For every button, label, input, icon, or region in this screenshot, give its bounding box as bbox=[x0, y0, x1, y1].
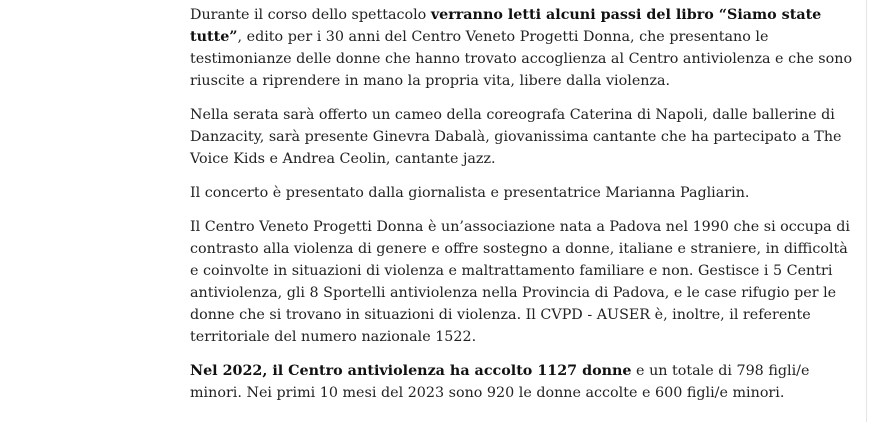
book-reading-highlight: verranno letti alcuni passi del libro “Siamo state tutte” bbox=[190, 7, 822, 45]
paragraph-statistics bbox=[190, 360, 855, 404]
paragraph-reading-intro: Durante il corso dello spettacolo bbox=[190, 7, 431, 23]
paragraph-association: Il Centro Veneto Progetti Donna è un’associazione nata a Padova nel 1990 che si occupa di contrasto alla violenza di genere e offre sostegno a donne, italiane e straniere, in difficoltà e coinvolte in situazioni di violenza e maltrattamento familiare e non. Gestisce i 5 Centri antiviolenza, gli 8 Sportelli antiviolenza nella Provincia di Padova, e le case rifugio per le donne che si trovano in situazioni di violenza. Il CVPD - AUSER è, inoltre, il referente territoriale del numero nazionale 1522. bbox=[190, 219, 850, 345]
paragraph-reading bbox=[190, 4, 855, 92]
paragraph-guests: Nella serata sarà offerto un cameo della coreografa Caterina di Napoli, dalle ballerine di Danzacity, sarà presente Ginevra Dabalà, giovanissima cantante che ha partecipato a The Voice Kids e Andrea Ceolin, cantante jazz. bbox=[190, 107, 842, 167]
column-divider bbox=[866, 0, 867, 422]
article-body bbox=[190, 0, 855, 416]
paragraph-presenter: Il concerto è presentato dalla giornalista e presentatrice Marianna Pagliarin. bbox=[190, 185, 750, 201]
paragraph-reading-rest: , edito per i 30 anni del Centro Veneto Progetti Donna, che presentano le testimonianze delle donne che hanno trovato accoglienza al Centro antiviolenza e che sono riuscite a riprendere in mano la propria vita, libere dalla violenza. bbox=[190, 29, 853, 89]
paragraph-statistics-rest: e un totale di 798 figli/e minori. Nei primi 10 mesi del 2023 sono 920 le donne accolte e 600 figli/e minori. bbox=[190, 363, 810, 401]
statistics-highlight: Nel 2022, il Centro antiviolenza ha accolto 1127 donne bbox=[190, 363, 632, 379]
